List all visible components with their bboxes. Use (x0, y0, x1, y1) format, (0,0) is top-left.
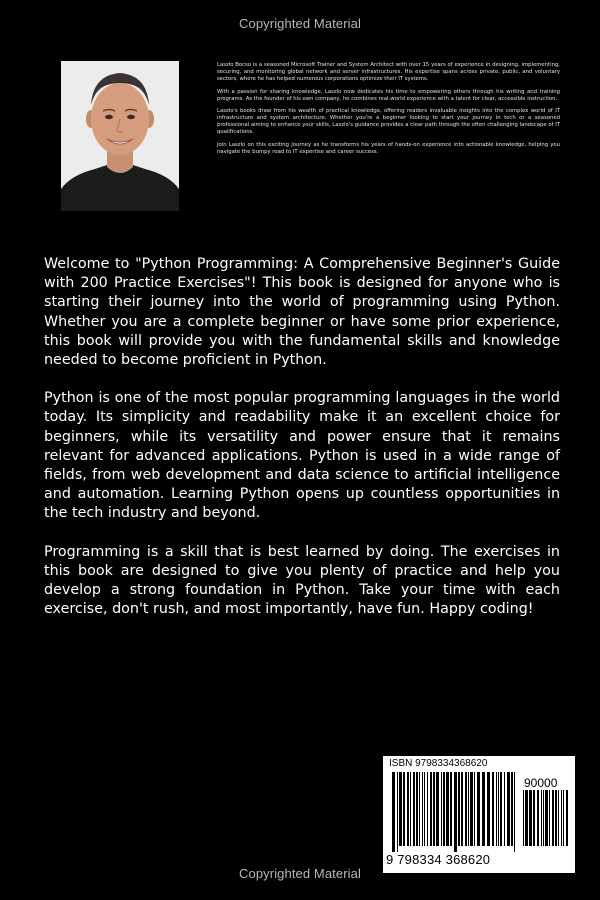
barcode-bar (511, 772, 513, 846)
barcode-bar (403, 772, 405, 846)
author-photo (61, 61, 179, 211)
isbn-label: ISBN 9798334368620 (389, 758, 488, 769)
barcode-bar (529, 790, 532, 846)
barcode-bar (458, 772, 460, 846)
barcode-bar (563, 790, 564, 846)
barcode-bar (443, 772, 445, 846)
barcode-bar (533, 790, 535, 846)
barcode-bar (461, 772, 463, 846)
barcode-bar (419, 772, 420, 846)
barcode-bar (465, 772, 467, 846)
barcode-bar (566, 790, 568, 846)
barcode-bar (413, 772, 415, 846)
barcode-bars (392, 772, 518, 852)
isbn-barcode (383, 756, 575, 873)
barcode-bar (450, 772, 452, 846)
watermark-bottom: Copyrighted Material (239, 866, 361, 881)
barcode-bar (399, 772, 402, 846)
barcode-bar (555, 790, 557, 846)
barcode-bar (543, 790, 544, 846)
description-paragraph-3: Programming is a skill that is best learned by doing. The exercises in this book are designed to give you plenty of practice and help you develop a strong foundation in Python. Take your time with each exercise, don't rush, and most importantly, have fun. Happy coding! (44, 543, 560, 618)
barcode-bar (549, 790, 550, 846)
barcode-bar (470, 772, 473, 846)
barcode-bar (454, 772, 457, 852)
barcode-bar (487, 772, 490, 846)
barcode-bar (474, 772, 475, 846)
author-bio (217, 62, 560, 161)
isbn-digits: 9 798334 368620 (386, 852, 491, 867)
author-bio-paragraph-2: With a passion for sharing knowledge, Laszlo now dedicates his time to empowering others through his writing and training programs. As the founder of his own company, he combines real-world experience with a talent for clear, accessible instruction. (217, 88, 560, 102)
description-paragraph-1: Welcome to "Python Programming: A Comprehensive Beginner's Guide with 200 Practice Exercises"! This book is designed for anyone who is starting their journey into the world of programming using Python. Whether you are a complete beginner or have some prior experience, this book will provide you with the fundamental skills and knowledge needed to become proficient in Python. (44, 256, 560, 369)
barcode-bar (427, 772, 428, 846)
author-bio-paragraph-3: Laszlo's books draw from his wealth of practical knowledge, offering readers invaluable insights into the complex world of IT infrastructure and system architecture. Whether you're a beginner looking to start your journey in tech or a seasoned professional aiming to enhance your skills, Laszlo's guidance provides a clear path through the often challenging landscape of IT qualifications. (217, 108, 560, 135)
barcode-bar (545, 790, 548, 846)
barcode-bar (507, 772, 510, 846)
barcode-bar (468, 772, 469, 846)
watermark-top: Copyrighted Material (239, 16, 361, 31)
barcode-bar (492, 772, 494, 846)
barcode-bar (422, 772, 423, 846)
barcode-bar (424, 772, 425, 846)
barcode-bar (416, 772, 418, 846)
barcode-bar (433, 772, 435, 846)
description-paragraph-2: Python is one of the most popular programming languages in the world today. Its simplicity and readability make it an excellent choice for beginners, while its versatility and power ensure that it remains relevant for advanced applications. Python is used in a wide range of fields, from web development and data science to artificial intelligence and automation. Learning Python opens up countless opportunities in the tech industry and beyond. (44, 390, 560, 522)
book-description (44, 255, 560, 638)
barcode-bar (552, 790, 554, 846)
barcode-bar (504, 772, 505, 846)
author-bio-paragraph-4: Join Laszlo on this exciting journey as he transforms his years of hands-on experience into actionable knowledge, helping you navigate the bumpy road to IT expertise and career success. (217, 141, 560, 155)
barcode-bar (537, 790, 539, 846)
barcode-bar (525, 790, 528, 846)
author-bio-paragraph-1: Laszlo Bocso is a seasoned Microsoft Trainer and System Architect with over 15 years of experience in designing, implementing, securing, and monitoring global network and server infrastructures. His expertise spans across private, public, and voluntary sectors, where he has helped numerous corporations optimize their IT systems. (217, 62, 560, 82)
barcode-bar (523, 790, 524, 846)
price-code: 90000 (524, 776, 558, 790)
barcode-bar (441, 772, 442, 846)
barcode-bar (477, 772, 480, 846)
barcode-bar (410, 772, 411, 846)
barcode-bar (436, 772, 439, 846)
barcode-bar (397, 772, 398, 852)
addon-barcode-bars (523, 790, 569, 852)
barcode-bar (496, 772, 497, 846)
author-portrait-icon (61, 61, 179, 211)
barcode-bar (541, 790, 542, 846)
barcode-bar (498, 772, 499, 846)
barcode-bar (446, 772, 449, 846)
barcode-bar (514, 772, 515, 852)
barcode-bar (561, 790, 562, 846)
barcode-bar (500, 772, 502, 846)
barcode-bar (392, 772, 395, 852)
barcode-bar (482, 772, 485, 846)
barcode-bar (558, 790, 559, 846)
barcode-bar (430, 772, 432, 846)
barcode-bar (407, 772, 409, 846)
